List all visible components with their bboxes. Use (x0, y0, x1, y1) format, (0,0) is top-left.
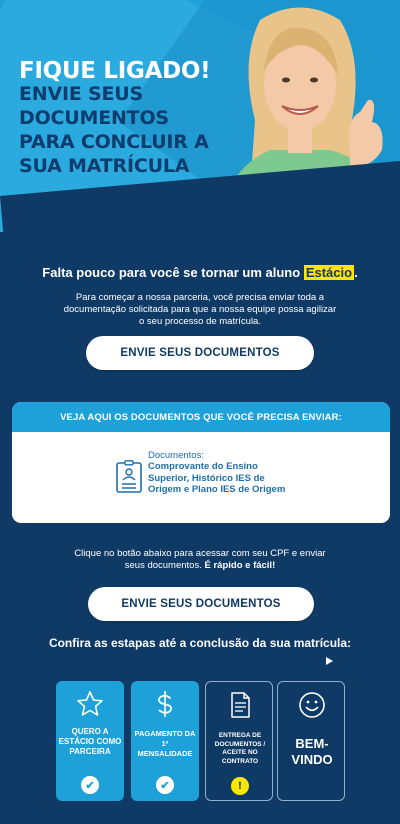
hero-subtitle-line: DOCUMENTOS (19, 107, 169, 129)
id-document-icon (116, 460, 142, 493)
documents-card-header: VEJA AQUI OS DOCUMENTOS QUE VOCÊ PRECISA ENVIAR: (12, 402, 390, 432)
check-icon: ✔ (81, 776, 99, 794)
documents-label: Documentos: (148, 450, 204, 461)
note-emphasis: É rápido e fácil! (204, 560, 276, 571)
send-documents-button[interactable]: ENVIE SEUS DOCUMENTOS (86, 336, 314, 370)
check-icon: ✔ (156, 776, 174, 794)
step-label: ENTREGA DE DOCUMENTOS / ACEITE NO CONTRATO (214, 732, 266, 765)
hero-banner (0, 0, 400, 232)
lead-text: Falta pouco para você se tornar um aluno Estácio . (42, 265, 358, 280)
intro-description: Para começar a nossa parceria, você precisa enviar toda a documentação solicitada para que a nossa equipe possa agilizar o seu processo de matrícula. (63, 292, 337, 327)
hero-subtitle (19, 82, 229, 178)
step-label: QUERO A ESTÁCIO COMO PARCEIRA (58, 727, 122, 756)
brand-highlight: Estácio (305, 265, 353, 280)
steps-title: Confira as estapas até a conclusão da sua matrícula: (48, 636, 352, 650)
documents-card (12, 402, 390, 523)
documents-list: Comprovante do Ensino Superior, Histórico IES de Origem e Plano IES de Origem (148, 461, 286, 495)
step-payment (131, 681, 199, 801)
hero-subtitle-line: ENVIE SEUS (19, 83, 144, 105)
dollar-icon (150, 689, 180, 719)
star-icon (75, 689, 105, 719)
instruction-note: Clique no botão abaixo para acessar com seu CPF e enviar seus documentos. É rápido e fácil! (74, 548, 326, 571)
hero-title: FIQUE LIGADO! (19, 58, 211, 84)
welcome-label: BEM-VINDO (291, 736, 333, 767)
send-documents-button-bottom[interactable]: ENVIE SEUS DOCUMENTOS (88, 587, 314, 621)
hero-subtitle-line: SUA MATRÍCULA (19, 155, 190, 177)
hero-subtitle-line: PARA CONCLUIR A (19, 131, 209, 153)
arrow-right-icon (58, 654, 334, 668)
step-partner (56, 681, 124, 801)
smiley-icon (297, 690, 327, 720)
step-documents (205, 681, 273, 801)
warning-icon: ! (231, 777, 249, 795)
step-label: PAGAMENTO DA 1ª MENSALIDADE (134, 729, 196, 758)
step-welcome (277, 681, 345, 801)
document-icon (225, 690, 255, 720)
